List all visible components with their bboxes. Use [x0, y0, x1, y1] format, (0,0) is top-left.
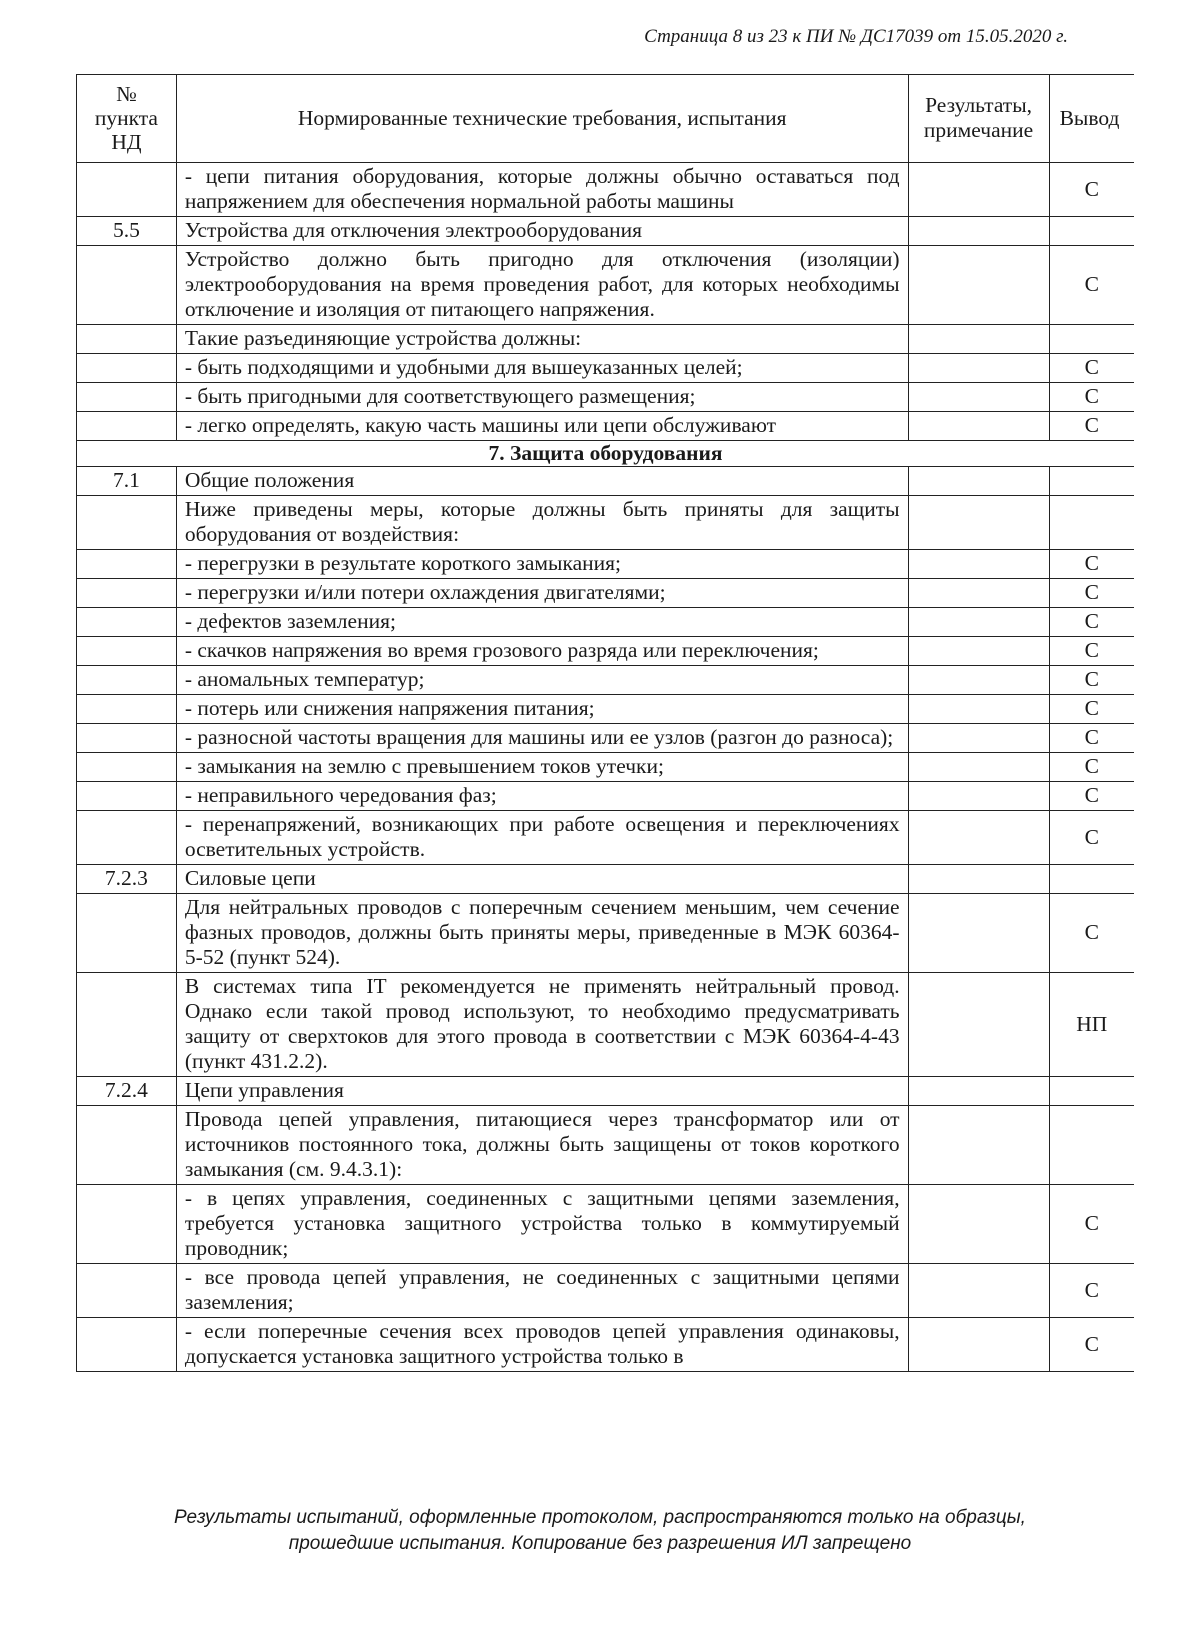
cell-requirement: - потерь или снижения напряжения питания; [176, 695, 908, 724]
table-row [77, 782, 1135, 811]
cell-num [77, 811, 177, 865]
table-row [77, 467, 1135, 496]
footer-line-1: Результаты испытаний, оформленные протоколом, распространяются только на образцы, [174, 1507, 1026, 1528]
table-row [77, 811, 1135, 865]
cell-num [77, 1185, 177, 1264]
cell-conclusion: С [1049, 753, 1134, 782]
cell-result [908, 782, 1049, 811]
cell-conclusion: С [1049, 782, 1134, 811]
cell-conclusion [1049, 467, 1134, 496]
cell-requirement: - если поперечные сечения всех проводов цепей управления одинаковы, допускается установка защитного устройства только в [176, 1318, 908, 1372]
cell-result [908, 1077, 1049, 1106]
cell-num [77, 753, 177, 782]
cell-result [908, 1318, 1049, 1372]
table-row [77, 894, 1135, 973]
table-row [77, 579, 1135, 608]
cell-result [908, 496, 1049, 550]
column-header-num: № пункта НД [77, 75, 177, 163]
cell-requirement: - аномальных температур; [176, 666, 908, 695]
cell-result [908, 163, 1049, 217]
cell-requirement: Для нейтральных проводов с поперечным сечением меньшим, чем сечение фазных проводов, должны быть приняты меры, приведенные в МЭК 60364-5-52 (пункт 524). [176, 894, 908, 973]
column-header-requirements: Нормированные технические требования, испытания [176, 75, 908, 163]
cell-result [908, 246, 1049, 325]
cell-requirement: Цепи управления [176, 1077, 908, 1106]
table-row [77, 246, 1135, 325]
cell-conclusion [1049, 325, 1134, 354]
cell-conclusion: С [1049, 383, 1134, 412]
table-row [77, 1077, 1135, 1106]
table-row [77, 1318, 1135, 1372]
cell-result [908, 865, 1049, 894]
table-row [77, 217, 1135, 246]
cell-conclusion: С [1049, 1185, 1134, 1264]
table-row [77, 865, 1135, 894]
table-row [77, 724, 1135, 753]
cell-conclusion: С [1049, 246, 1134, 325]
cell-conclusion: С [1049, 550, 1134, 579]
cell-requirement: - перегрузки и/или потери охлаждения двигателями; [176, 579, 908, 608]
cell-num [77, 1106, 177, 1185]
cell-requirement: - легко определять, какую часть машины или цепи обслуживают [176, 412, 908, 441]
column-header-results: Результаты, примечание [908, 75, 1049, 163]
cell-requirement: Силовые цепи [176, 865, 908, 894]
cell-conclusion: С [1049, 724, 1134, 753]
cell-result [908, 695, 1049, 724]
cell-num [77, 724, 177, 753]
table-row [77, 1106, 1135, 1185]
cell-requirement: - в цепях управления, соединенных с защитными цепями заземления, требуется установка защитного устройства только в коммутируемый проводник; [176, 1185, 908, 1264]
cell-result [908, 1185, 1049, 1264]
cell-num [77, 666, 177, 695]
table-row [77, 163, 1135, 217]
cell-requirement: - скачков напряжения во время грозового разряда или переключения; [176, 637, 908, 666]
cell-requirement: - перегрузки в результате короткого замыкания; [176, 550, 908, 579]
cell-conclusion [1049, 217, 1134, 246]
cell-num [77, 383, 177, 412]
cell-num: 7.2.3 [77, 865, 177, 894]
cell-conclusion [1049, 1106, 1134, 1185]
cell-num [77, 579, 177, 608]
cell-result [908, 383, 1049, 412]
cell-num [77, 782, 177, 811]
cell-conclusion: С [1049, 579, 1134, 608]
cell-num: 7.2.4 [77, 1077, 177, 1106]
cell-requirement: Общие положения [176, 467, 908, 496]
table-row [77, 383, 1135, 412]
footer-disclaimer [0, 1505, 1200, 1557]
cell-conclusion: С [1049, 163, 1134, 217]
cell-num [77, 325, 177, 354]
cell-requirement: - цепи питания оборудования, которые должны обычно оставаться под напряжением для обеспечения нормальной работы машины [176, 163, 908, 217]
cell-num [77, 246, 177, 325]
section-row-group [77, 441, 1135, 467]
section-title: 7. Защита оборудования [77, 441, 1135, 467]
cell-requirement: - неправильного чередования фаз; [176, 782, 908, 811]
cell-conclusion: С [1049, 894, 1134, 973]
cell-requirement: Устройства для отключения электрооборудования [176, 217, 908, 246]
table-header-row [77, 75, 1135, 163]
table-row [77, 608, 1135, 637]
cell-result [908, 666, 1049, 695]
cell-num [77, 608, 177, 637]
page-header: Страница 8 из 23 к ПИ № ДС17039 от 15.05.2020 г. [644, 26, 1068, 47]
table-row [77, 496, 1135, 550]
cell-result [908, 325, 1049, 354]
cell-conclusion: С [1049, 811, 1134, 865]
cell-conclusion: НП [1049, 973, 1134, 1077]
table-row [77, 666, 1135, 695]
cell-requirement: - быть пригодными для соответствующего размещения; [176, 383, 908, 412]
table-body-1 [77, 163, 1135, 441]
table-row [77, 695, 1135, 724]
cell-result [908, 894, 1049, 973]
cell-num [77, 973, 177, 1077]
cell-num: 7.1 [77, 467, 177, 496]
cell-result [908, 467, 1049, 496]
cell-result [908, 973, 1049, 1077]
cell-requirement: - быть подходящими и удобными для вышеуказанных целей; [176, 354, 908, 383]
cell-requirement: Провода цепей управления, питающиеся через трансформатор или от источников постоянного тока, должны быть защищены от токов короткого замыкания (см. 9.4.3.1): [176, 1106, 908, 1185]
cell-num [77, 496, 177, 550]
cell-result [908, 1106, 1049, 1185]
cell-requirement: В системах типа IT рекомендуется не применять нейтральный провод. Однако если такой провод используют, то необходимо предусматривать защиту от сверхтоков для этого провода в соответствии с МЭК 60364-4-43 (пункт 431.2.2). [176, 973, 908, 1077]
cell-conclusion: С [1049, 637, 1134, 666]
table-row [77, 325, 1135, 354]
cell-conclusion: С [1049, 695, 1134, 724]
cell-num [77, 550, 177, 579]
cell-result [908, 217, 1049, 246]
cell-requirement: - все провода цепей управления, не соединенных с защитными цепями заземления; [176, 1264, 908, 1318]
cell-num [77, 163, 177, 217]
cell-result [908, 811, 1049, 865]
cell-result [908, 724, 1049, 753]
table-row [77, 1264, 1135, 1318]
cell-result [908, 354, 1049, 383]
cell-num [77, 894, 177, 973]
cell-conclusion [1049, 496, 1134, 550]
table-row [77, 354, 1135, 383]
cell-requirement: - перенапряжений, возникающих при работе освещения и переключениях осветительных устройств. [176, 811, 908, 865]
cell-requirement: Устройство должно быть пригодно для отключения (изоляции) электрооборудования на время проведения работ, для которых необходимы отключение и изоляция от питающего напряжения. [176, 246, 908, 325]
cell-requirement: Такие разъединяющие устройства должны: [176, 325, 908, 354]
cell-conclusion: С [1049, 412, 1134, 441]
cell-conclusion: С [1049, 1264, 1134, 1318]
cell-requirement: - замыкания на землю с превышением токов утечки; [176, 753, 908, 782]
table-row [77, 550, 1135, 579]
cell-result [908, 1264, 1049, 1318]
cell-num [77, 695, 177, 724]
test-requirements-table [76, 74, 1134, 1372]
cell-result [908, 608, 1049, 637]
footer-line-2: прошедшие испытания. Копирование без разрешения ИЛ запрещено [288, 1533, 912, 1554]
cell-result [908, 579, 1049, 608]
cell-result [908, 412, 1049, 441]
cell-requirement: - дефектов заземления; [176, 608, 908, 637]
section-row [77, 441, 1135, 467]
table-row [77, 1185, 1135, 1264]
table-row [77, 412, 1135, 441]
cell-requirement: Ниже приведены меры, которые должны быть приняты для защиты оборудования от воздействия: [176, 496, 908, 550]
table-row [77, 753, 1135, 782]
cell-result [908, 550, 1049, 579]
table-row [77, 637, 1135, 666]
cell-conclusion: С [1049, 608, 1134, 637]
table-row [77, 973, 1135, 1077]
cell-num [77, 412, 177, 441]
cell-num [77, 354, 177, 383]
cell-requirement: - разносной частоты вращения для машины или ее узлов (разгон до разноса); [176, 724, 908, 753]
cell-result [908, 637, 1049, 666]
cell-num [77, 1318, 177, 1372]
cell-conclusion: С [1049, 354, 1134, 383]
column-header-conclusion: Вывод [1049, 75, 1134, 163]
cell-conclusion: С [1049, 666, 1134, 695]
cell-conclusion [1049, 865, 1134, 894]
cell-conclusion [1049, 1077, 1134, 1106]
table-body-2 [77, 467, 1135, 1372]
cell-num [77, 1264, 177, 1318]
cell-num: 5.5 [77, 217, 177, 246]
cell-result [908, 753, 1049, 782]
cell-conclusion: С [1049, 1318, 1134, 1372]
cell-num [77, 637, 177, 666]
